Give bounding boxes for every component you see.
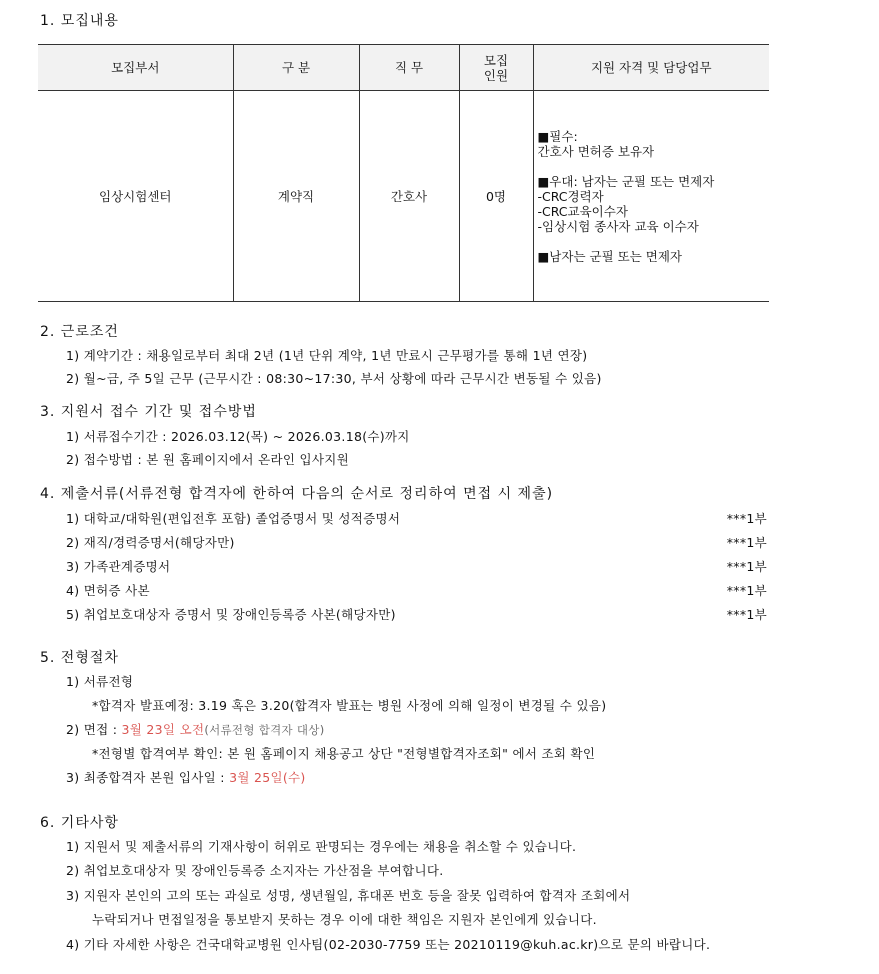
cell-count: 0명: [459, 91, 533, 302]
doc-qty: ***1부: [726, 535, 767, 550]
section-4-title: 4. 제출서류(서류전형 합격자에 한하여 다음의 순서로 정리하여 면접 시 제출): [40, 486, 554, 502]
s6-item: 1) 지원서 및 제출서류의 기재사항이 허위로 판명되는 경우에는 채용을 취소할 수 있습니다.: [66, 839, 577, 854]
s6-item-continued: 누락되거나 면접일정을 통보받지 못하는 경우 이에 대한 책임은 지원자 본인에게 있습니다.: [92, 912, 597, 927]
qual-line: ■필수:: [537, 128, 578, 144]
s6-item: 2) 취업보호대상자 및 장애인등록증 소지자는 가산점을 부여합니다.: [66, 863, 444, 878]
col-count: [459, 45, 533, 91]
doc-qty: ***1부: [726, 511, 767, 526]
cell-dept: 임상시험센터: [38, 91, 233, 302]
qual-spacer: [538, 159, 770, 174]
s2-item: 2) 월~금, 주 5일 근무 (근무시간 : 08:30~17:30, 부서 상황에 따라 근무시간 변동될 수 있음): [66, 371, 602, 386]
qual-line: 간호사 면허증 보유자: [537, 143, 655, 159]
s6-item: 4) 기타 자세한 사항은 건국대학교병원 인사팀(02-2030-7759 또는 20210119@kuh.ac.kr)으로 문의 바랍니다.: [66, 937, 711, 952]
col-count-line1: 모집: [483, 52, 509, 68]
s2-item: 1) 계약기간 : 채용일로부터 최대 2년 (1년 단위 계약, 1년 만료시 근무평가를 통해 1년 연장): [66, 348, 588, 363]
cell-qualifications: [533, 91, 769, 302]
col-dept: 모집부서: [38, 45, 233, 91]
step-2-label: 2) 면접 :: [66, 722, 122, 737]
doc-item: 3) 가족관계증명서: [66, 559, 171, 574]
step-2-note: (서류전형 합격자 대상): [204, 723, 325, 737]
s3-item: 2) 접수방법 : 본 원 홈페이지에서 온라인 입사지원: [66, 452, 349, 467]
doc-item: 4) 면허증 사본: [66, 583, 150, 598]
step-2-sub: *전형별 합격여부 확인: 본 원 홈페이지 채용공고 상단 "전형별합격자조회" 에서 조회 확인: [92, 746, 596, 761]
doc-qty: ***1부: [726, 583, 767, 598]
table-row: [38, 91, 769, 302]
section-2-title: 2. 근로조건: [40, 324, 119, 340]
col-job: 직 무: [359, 45, 459, 91]
doc-qty: ***1부: [726, 559, 767, 574]
step-2: [66, 720, 325, 738]
col-type: 구 분: [233, 45, 359, 91]
section-1-title: 1. 모집내용: [40, 13, 119, 29]
s6-item: 3) 지원자 본인의 고의 또는 과실로 성명, 생년월일, 휴대폰 번호 등을 잘못 입력하여 합격자 조회에서: [66, 888, 631, 903]
qual-spacer: [538, 234, 770, 249]
section-3-title: 3. 지원서 접수 기간 및 접수방법: [40, 404, 257, 420]
table-header-row: [38, 45, 769, 91]
section-5-title: 5. 전형절차: [40, 650, 119, 666]
qual-line: ■우대: 남자는 군필 또는 면제자: [537, 173, 715, 189]
qual-line: ■남자는 군필 또는 면제자: [537, 248, 682, 264]
doc-qty: ***1부: [726, 607, 767, 622]
cell-job: 간호사: [359, 91, 459, 302]
s3-item: 1) 서류접수기간 : 2026.03.12(목) ~ 2026.03.18(수)까지: [66, 429, 410, 444]
step-1: 1) 서류전형: [66, 674, 134, 689]
col-count-line2: 인원: [483, 67, 509, 83]
step-1-note: *합격자 발표예정: 3.19 혹은 3.20(합격자 발표는 병원 사정에 의해 일정이 변경될 수 있음): [92, 698, 607, 713]
qual-line: -임상시험 종사자 교육 이수자: [537, 218, 699, 234]
step-3-date: 3월 25일(수): [229, 770, 306, 785]
qual-line: -CRC경력자: [537, 188, 604, 204]
doc-item: 2) 재직/경력증명서(해당자만): [66, 535, 235, 550]
step-3-label: 3) 최종합격자 본원 입사일 :: [66, 770, 230, 785]
doc-item: 1) 대학교/대학원(편입전후 포함) 졸업증명서 및 성적증명서: [66, 511, 401, 526]
step-3: [66, 768, 306, 786]
cell-type: 계약직: [233, 91, 359, 302]
qual-line: -CRC교육이수자: [537, 203, 628, 219]
col-qual: 지원 자격 및 담당업무: [533, 45, 769, 91]
doc-item: 5) 취업보호대상자 증명서 및 장애인등록증 사본(해당자만): [66, 607, 396, 622]
section-6-title: 6. 기타사항: [40, 815, 119, 831]
step-2-date: 3월 23일 오전: [121, 722, 205, 737]
recruit-table: [38, 44, 769, 302]
